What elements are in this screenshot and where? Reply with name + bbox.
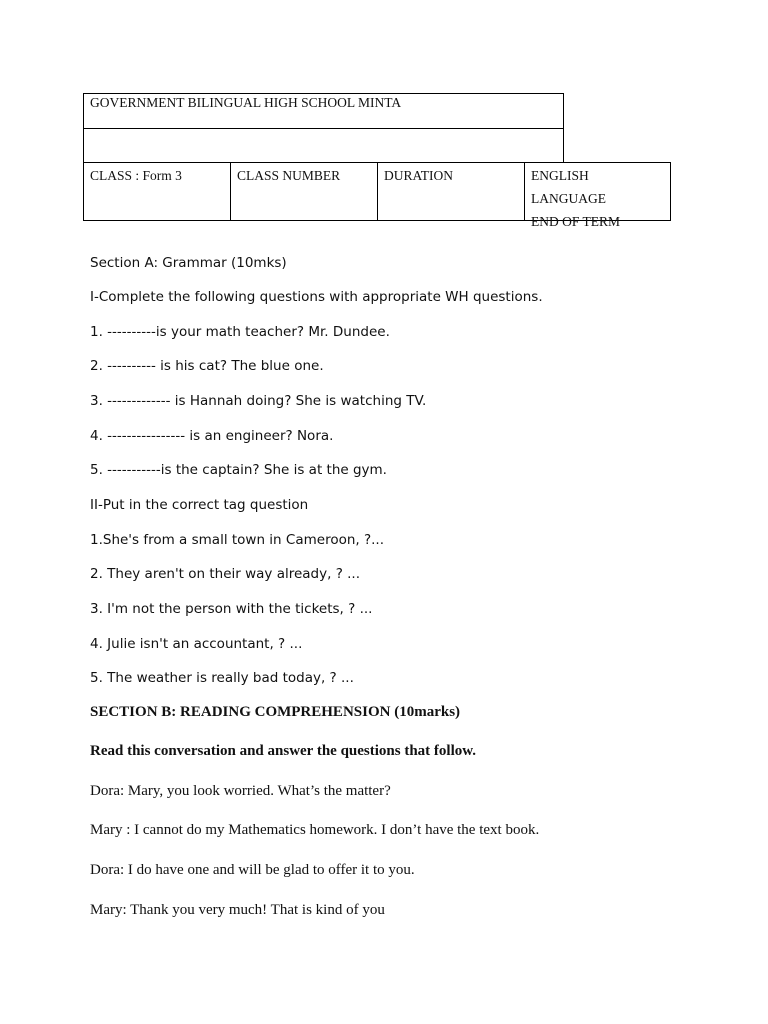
subject-line-1: ENGLISH LANGUAGE: [531, 168, 606, 206]
section-b-title: SECTION B: READING COMPREHENSION (10marks): [90, 704, 461, 720]
tag-question-3: 3. I'm not the person with the tickets, ? ...: [90, 601, 373, 617]
section-a-title: Section A: Grammar (10mks): [90, 255, 287, 271]
section-b-instruction: Read this conversation and answer the questions that follow.: [90, 743, 477, 759]
class-number-label: CLASS NUMBER: [237, 168, 341, 183]
duration-cell: [378, 163, 525, 220]
class-cell: [84, 163, 231, 220]
tag-question-4: 4. Julie isn't an accountant, ? ...: [90, 636, 303, 652]
header-info-row: [83, 162, 671, 229]
dialogue-line-4: Mary: Thank you very much! That is kind of you: [90, 902, 385, 918]
dialogue-line-2: Mary : I cannot do my Mathematics homework. I don’t have the text book.: [90, 822, 540, 838]
subject-cell: [525, 163, 670, 229]
subject-line-2: END OF TERM: [531, 214, 621, 229]
section-a-part2-instruction: II-Put in the correct tag question: [90, 497, 309, 513]
wh-question-5: 5. -----------is the captain? She is at the gym.: [90, 462, 387, 478]
dialogue-line-1: Dora: Mary, you look worried. What’s the matter?: [90, 783, 391, 799]
wh-question-4: 4. ---------------- is an engineer? Nora.: [90, 428, 334, 444]
header-divider: [84, 128, 563, 129]
wh-question-3: 3. ------------- is Hannah doing? She is watching TV.: [90, 393, 427, 409]
wh-question-1: 1. ----------is your math teacher? Mr. Dundee.: [90, 324, 390, 340]
class-number-cell: [231, 163, 378, 220]
tag-question-1: 1.She's from a small town in Cameroon, ?...: [90, 532, 385, 548]
section-a-part1-instruction: I-Complete the following questions with appropriate WH questions.: [90, 289, 543, 305]
tag-question-5: 5. The weather is really bad today, ? ...: [90, 670, 354, 686]
school-name: GOVERNMENT BILINGUAL HIGH SCHOOL MINTA: [90, 95, 402, 110]
class-label: CLASS : Form 3: [90, 168, 182, 183]
tag-question-2: 2. They aren't on their way already, ? ...: [90, 566, 361, 582]
wh-question-2: 2. ---------- is his cat? The blue one.: [90, 358, 324, 374]
duration-label: DURATION: [384, 168, 453, 183]
dialogue-line-3: Dora: I do have one and will be glad to offer it to you.: [90, 862, 415, 878]
header-school-box: [83, 93, 564, 163]
